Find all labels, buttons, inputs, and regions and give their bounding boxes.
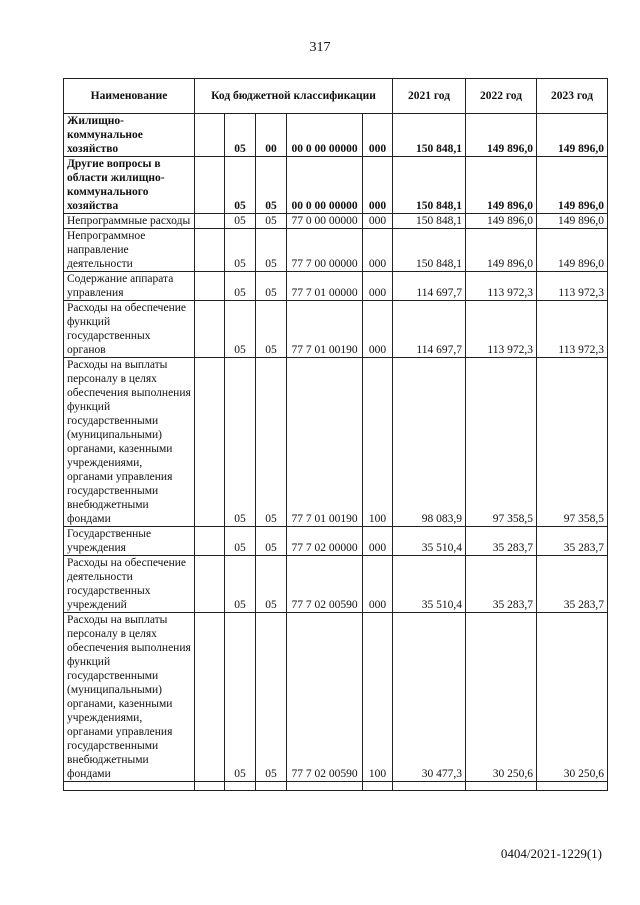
- row-value-2022: 35 283,7: [466, 556, 537, 613]
- empty-cell: [466, 782, 537, 791]
- row-code-1: [195, 301, 225, 358]
- row-code-1: [195, 157, 225, 214]
- row-target-article: 77 7 01 00190: [287, 358, 363, 527]
- row-subsection: 00: [256, 114, 287, 157]
- row-value-2022: 149 896,0: [466, 157, 537, 214]
- table-row: [64, 229, 608, 272]
- row-expense-type: 000: [363, 157, 393, 214]
- row-subsection: 05: [256, 613, 287, 782]
- row-value-2021: 98 083,9: [393, 358, 466, 527]
- row-name: Государственные учреждения: [64, 527, 195, 556]
- header-row: [64, 79, 608, 114]
- row-target-article: 77 7 01 00190: [287, 301, 363, 358]
- table-row: [64, 157, 608, 214]
- row-target-article: 77 7 02 00590: [287, 556, 363, 613]
- header-2023: 2023 год: [537, 79, 608, 114]
- header-2021: 2021 год: [393, 79, 466, 114]
- row-target-article: 77 7 00 00000: [287, 229, 363, 272]
- row-target-article: 77 0 00 00000: [287, 214, 363, 229]
- row-value-2023: 97 358,5: [537, 358, 608, 527]
- row-section: 05: [225, 527, 256, 556]
- row-value-2021: 114 697,7: [393, 301, 466, 358]
- row-section: 05: [225, 229, 256, 272]
- row-value-2021: 114 697,7: [393, 272, 466, 301]
- empty-row: [64, 782, 608, 791]
- row-value-2023: 30 250,6: [537, 613, 608, 782]
- row-name: Расходы на выплаты персоналу в целях обеспечения выполнения функций государственными (муниципальными) органами, казенными учреждениями, органами управления государственными внебюджетными фондами: [64, 613, 195, 782]
- row-value-2022: 113 972,3: [466, 272, 537, 301]
- row-value-2023: 113 972,3: [537, 301, 608, 358]
- document-code: 0404/2021-1229(1): [500, 846, 602, 861]
- row-code-1: [195, 556, 225, 613]
- row-value-2022: 149 896,0: [466, 114, 537, 157]
- row-name: Содержание аппарата управления: [64, 272, 195, 301]
- row-name: Непрограммные расходы: [64, 214, 195, 229]
- row-value-2022: 149 896,0: [466, 229, 537, 272]
- row-value-2023: 149 896,0: [537, 114, 608, 157]
- row-value-2023: 149 896,0: [537, 157, 608, 214]
- empty-cell: [287, 782, 363, 791]
- row-section: 05: [225, 272, 256, 301]
- row-target-article: 77 7 02 00590: [287, 613, 363, 782]
- row-expense-type: 000: [363, 301, 393, 358]
- budget-table: [63, 78, 608, 791]
- row-section: 05: [225, 157, 256, 214]
- row-code-1: [195, 114, 225, 157]
- row-expense-type: 000: [363, 527, 393, 556]
- row-value-2022: 30 250,6: [466, 613, 537, 782]
- row-name: Непрограммное направление деятельности: [64, 229, 195, 272]
- row-section: 05: [225, 114, 256, 157]
- row-subsection: 05: [256, 272, 287, 301]
- table-row: [64, 114, 608, 157]
- row-target-article: 00 0 00 00000: [287, 157, 363, 214]
- row-value-2021: 35 510,4: [393, 556, 466, 613]
- row-value-2021: 150 848,1: [393, 214, 466, 229]
- row-value-2021: 150 848,1: [393, 114, 466, 157]
- row-target-article: 77 7 01 00000: [287, 272, 363, 301]
- row-expense-type: 000: [363, 272, 393, 301]
- table-row: [64, 272, 608, 301]
- row-expense-type: 100: [363, 358, 393, 527]
- row-subsection: 05: [256, 556, 287, 613]
- table-row: [64, 556, 608, 613]
- row-value-2022: 113 972,3: [466, 301, 537, 358]
- table-row: [64, 527, 608, 556]
- row-expense-type: 000: [363, 556, 393, 613]
- row-value-2021: 30 477,3: [393, 613, 466, 782]
- table-row: [64, 358, 608, 527]
- row-expense-type: 000: [363, 229, 393, 272]
- row-name: Расходы на выплаты персоналу в целях обеспечения выполнения функций государственными (муниципальными) органами, казенными учреждениями, органами управления государственными внебюджетными фондами: [64, 358, 195, 527]
- row-name: Расходы на обеспечение функций государственных органов: [64, 301, 195, 358]
- empty-cell: [225, 782, 256, 791]
- page-number: 317: [309, 40, 331, 55]
- header-code: Код бюджетной классификации: [195, 79, 393, 114]
- row-value-2023: 35 283,7: [537, 556, 608, 613]
- row-code-1: [195, 527, 225, 556]
- row-expense-type: 000: [363, 214, 393, 229]
- row-code-1: [195, 358, 225, 527]
- row-value-2023: 113 972,3: [537, 272, 608, 301]
- row-target-article: 77 7 02 00000: [287, 527, 363, 556]
- row-name: Жилищно-коммунальное хозяйство: [64, 114, 195, 157]
- row-value-2023: 149 896,0: [537, 229, 608, 272]
- row-value-2021: 150 848,1: [393, 157, 466, 214]
- table-row: [64, 613, 608, 782]
- row-code-1: [195, 214, 225, 229]
- row-subsection: 05: [256, 214, 287, 229]
- row-value-2021: 35 510,4: [393, 527, 466, 556]
- header-2022: 2022 год: [466, 79, 537, 114]
- row-value-2023: 35 283,7: [537, 527, 608, 556]
- row-subsection: 05: [256, 229, 287, 272]
- table-row: [64, 214, 608, 229]
- row-value-2021: 150 848,1: [393, 229, 466, 272]
- row-code-1: [195, 272, 225, 301]
- row-subsection: 05: [256, 358, 287, 527]
- row-name: Другие вопросы в области жилищно-коммунального хозяйства: [64, 157, 195, 214]
- row-section: 05: [225, 301, 256, 358]
- empty-cell: [195, 782, 225, 791]
- empty-cell: [393, 782, 466, 791]
- row-expense-type: 000: [363, 114, 393, 157]
- row-code-1: [195, 229, 225, 272]
- row-value-2023: 149 896,0: [537, 214, 608, 229]
- row-target-article: 00 0 00 00000: [287, 114, 363, 157]
- empty-cell: [256, 782, 287, 791]
- row-section: 05: [225, 214, 256, 229]
- row-value-2022: 97 358,5: [466, 358, 537, 527]
- table-row: [64, 301, 608, 358]
- row-subsection: 05: [256, 527, 287, 556]
- row-value-2022: 149 896,0: [466, 214, 537, 229]
- row-subsection: 05: [256, 157, 287, 214]
- empty-cell: [363, 782, 393, 791]
- row-subsection: 05: [256, 301, 287, 358]
- row-name: Расходы на обеспечение деятельности государственных учреждений: [64, 556, 195, 613]
- row-value-2022: 35 283,7: [466, 527, 537, 556]
- row-section: 05: [225, 613, 256, 782]
- row-section: 05: [225, 556, 256, 613]
- row-code-1: [195, 613, 225, 782]
- header-name: Наименование: [64, 79, 195, 114]
- row-expense-type: 100: [363, 613, 393, 782]
- empty-cell: [537, 782, 608, 791]
- row-section: 05: [225, 358, 256, 527]
- empty-cell: [64, 782, 195, 791]
